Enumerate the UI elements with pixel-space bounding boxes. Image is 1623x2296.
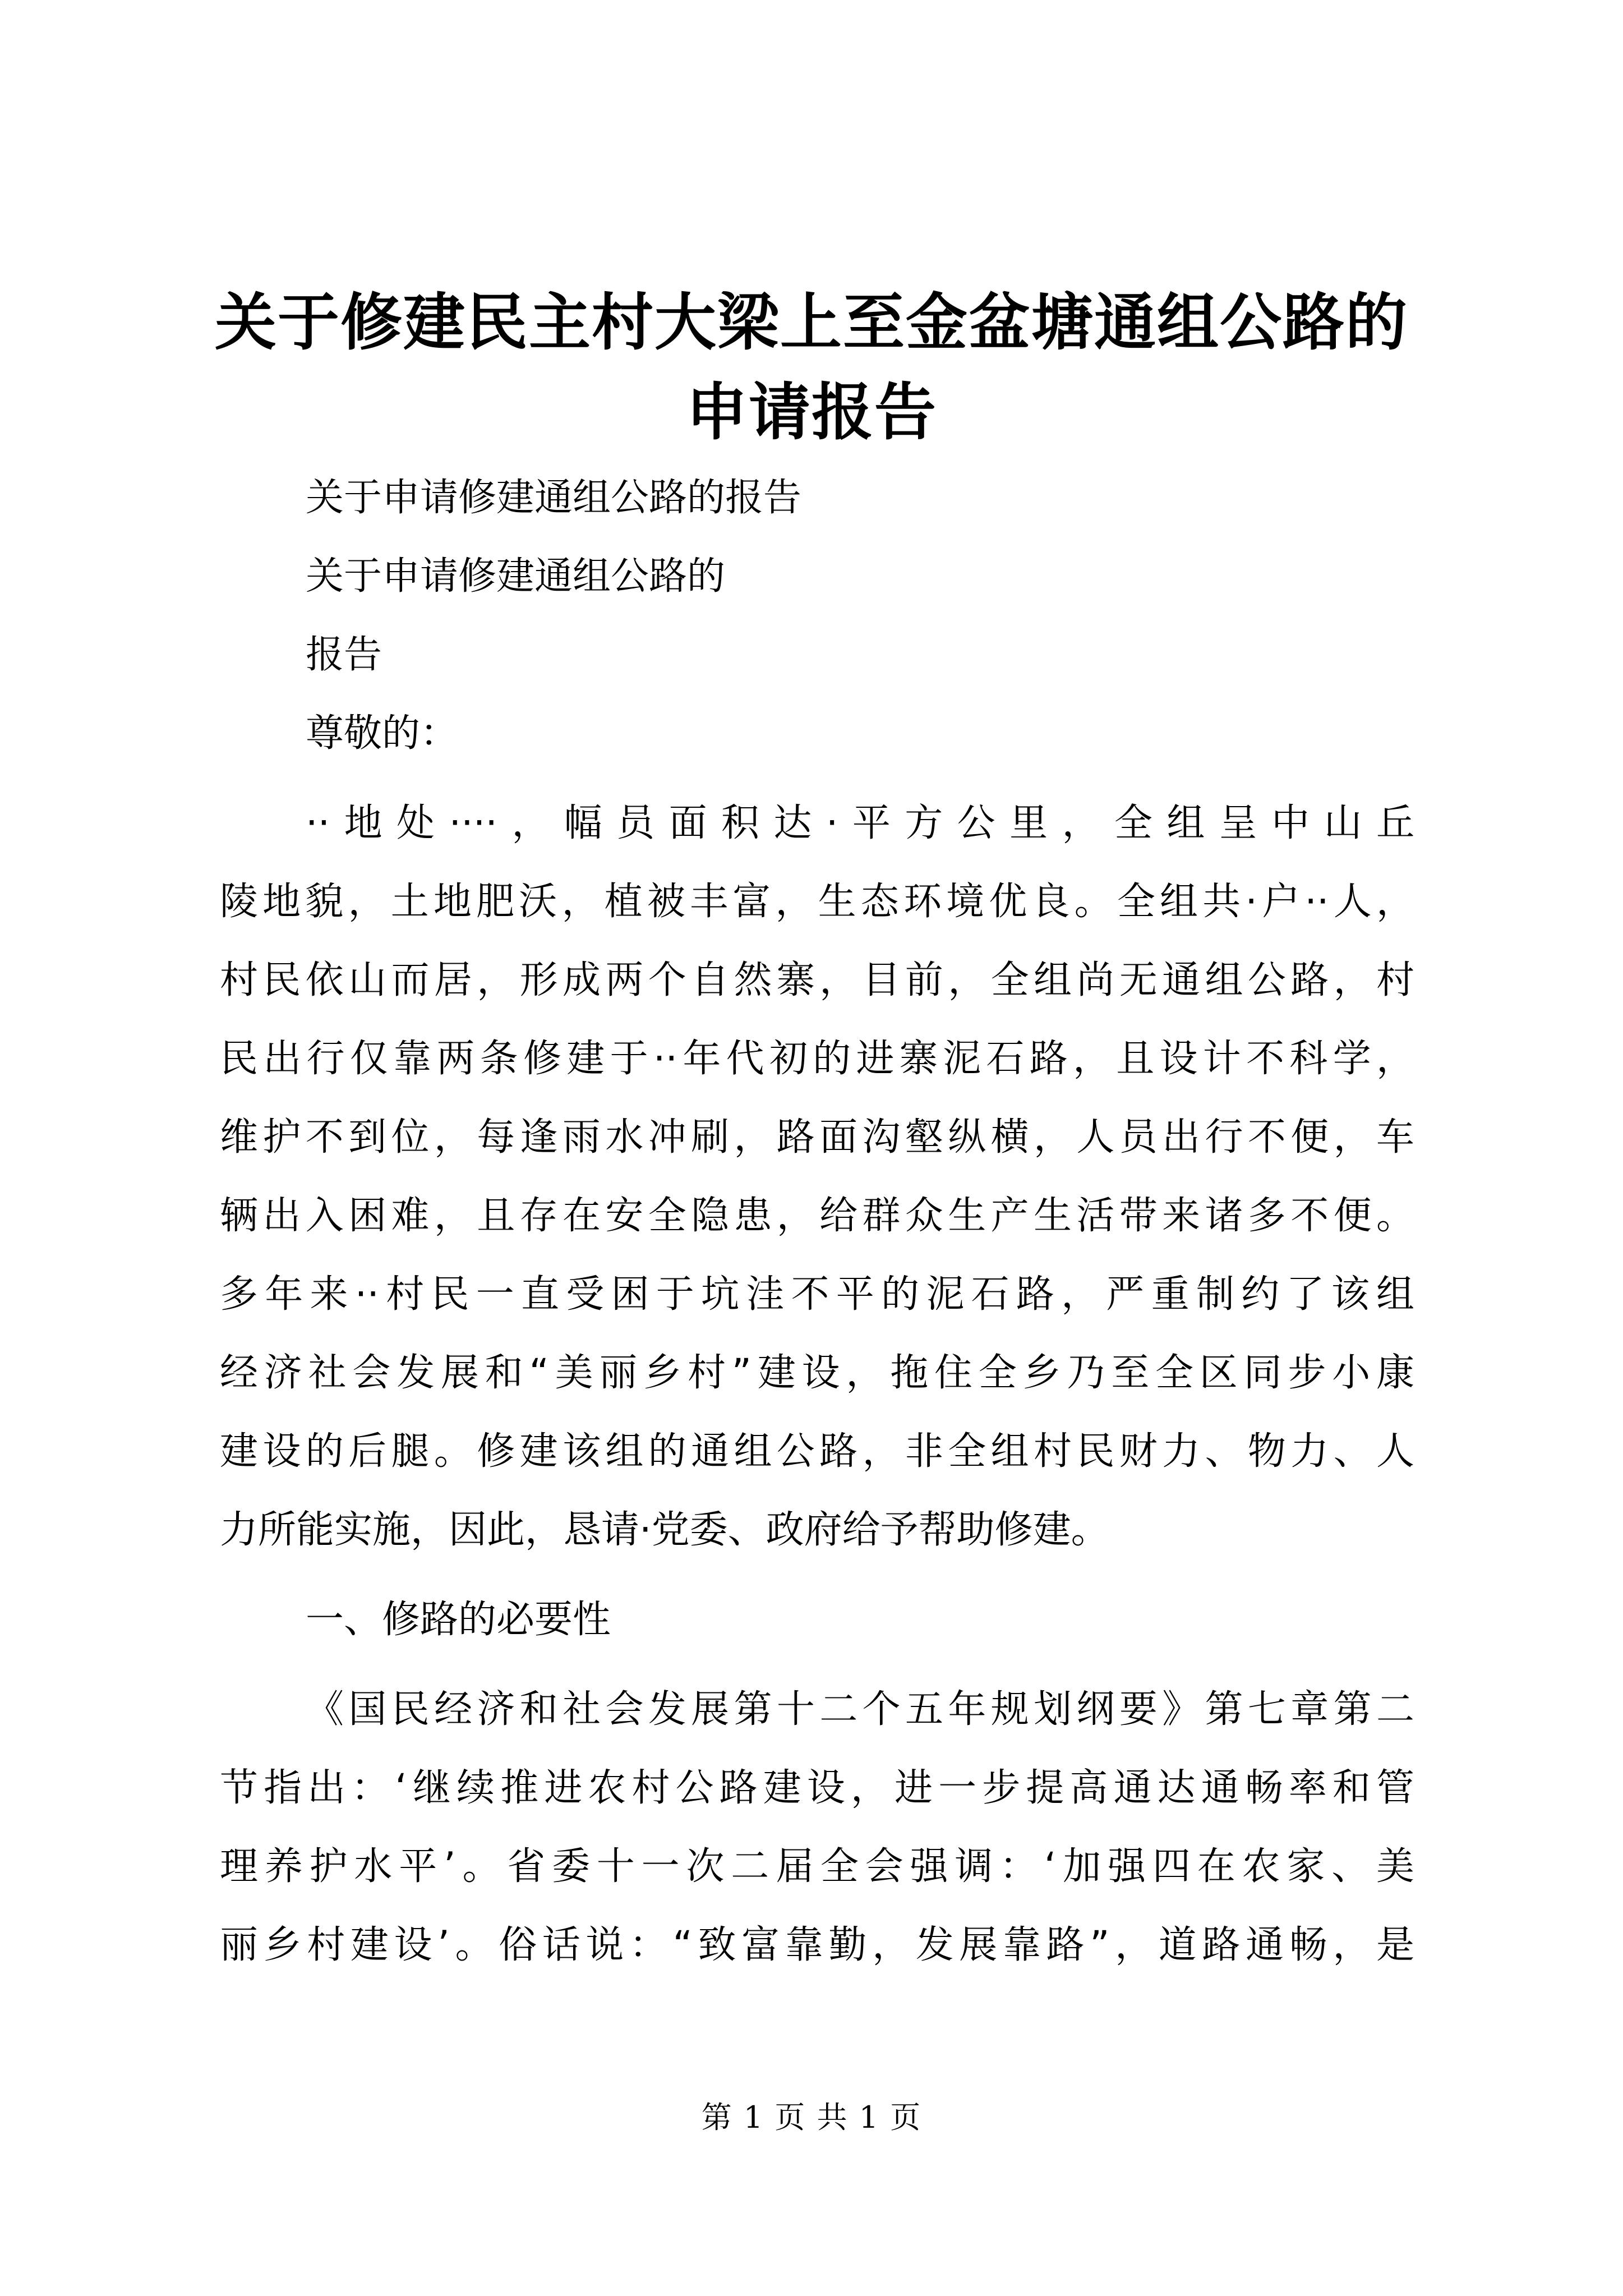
heading-line-2: 关于申请修建通组公路的 [306, 554, 726, 599]
heading-line-3: 报告 [306, 633, 382, 677]
page-number-footer: 第 1 页 共 1 页 [701, 2100, 922, 2135]
salutation: 尊敬的： [306, 711, 459, 756]
document-title: 关于修建民主村大梁上至金盆塘通组公路的申请报告 [215, 286, 1408, 448]
heading-line-1: 关于申请修建通组公路的报告 [306, 476, 802, 520]
paragraph-2-line: 丽乡村建设’。俗话说：“致富靠勤，发展靠路”，道路通畅，是 [220, 1923, 1414, 1967]
paragraph-1-line: 民出行仅靠两条修建于··年代初的进寨泥石路，且设计不科学， [220, 1037, 1414, 1081]
paragraph-1-line: 村民依山而居，形成两个自然寨，目前，全组尚无通组公路，村 [220, 958, 1414, 1002]
paragraph-2-line: 节指出：‘继续推进农村公路建设，进一步提高通达通畅率和管 [220, 1766, 1414, 1810]
section-heading: 一、修路的必要性 [306, 1598, 611, 1642]
paragraph-1-line: 力所能实施，因此，恳请·党委、政府给予帮助修建。 [220, 1508, 1109, 1552]
paragraph-1-line: 辆出入困难，且存在安全隐患，给群众生产生活带来诸多不便。 [220, 1194, 1414, 1238]
paragraph-1-line: 维护不到位，每逢雨水冲刷，路面沟壑纵横，人员出行不便，车 [220, 1115, 1414, 1159]
paragraph-1-line: 建设的后腿。修建该组的通组公路，非全组村民财力、物力、人 [220, 1429, 1414, 1474]
paragraph-1-line: 多年来··村民一直受困于坑洼不平的泥石路，严重制约了该组 [220, 1272, 1414, 1317]
paragraph-1-line: 经济社会发展和“美丽乡村”建设，拖住全乡乃至全区同步小康 [220, 1351, 1414, 1395]
paragraph-1-line: ··地处····，幅员面积达·平方公里，全组呈中山丘 [306, 801, 1414, 845]
paragraph-1-line: 陵地貌，土地肥沃，植被丰富，生态环境优良。全组共·户··人， [220, 880, 1414, 924]
paragraph-2-line: 理养护水平’。省委十一次二届全会强调：‘加强四在农家、美 [220, 1844, 1414, 1889]
paragraph-2-line: 《国民经济和社会发展第十二个五年规划纲要》第七章第二 [306, 1687, 1414, 1732]
